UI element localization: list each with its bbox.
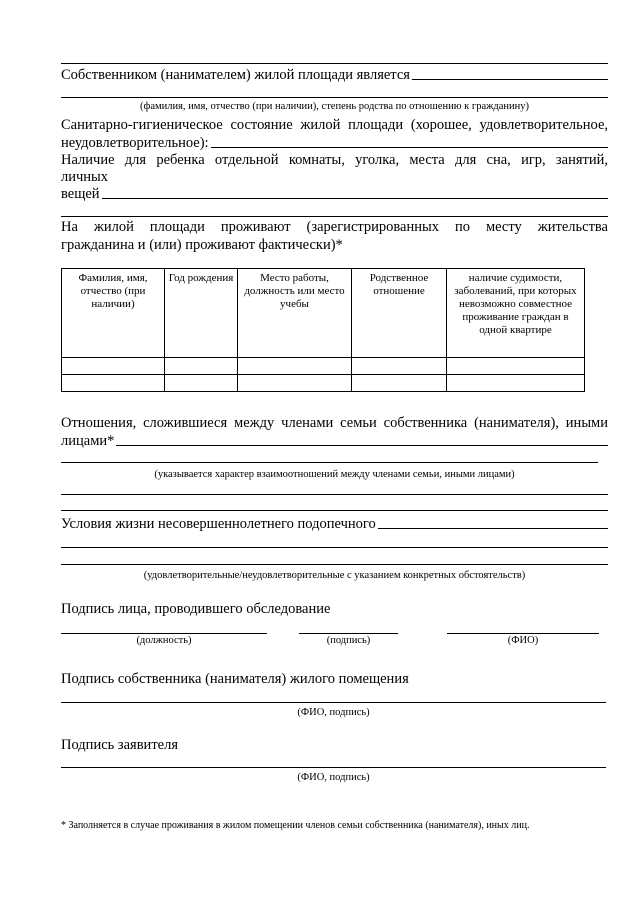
child-row [61,185,608,203]
col-header-birth-year: Год рождения [165,269,238,358]
col-header-name: Фамилия, имя, отчество (при наличии) [62,269,165,358]
relations-blank-line[interactable] [61,494,608,495]
table-cell[interactable] [62,375,165,392]
owner-label: Собственником (нанимателем) жилой площади является [61,67,410,83]
relations-label-1: Отношения, сложившиеся между членами семьи собственника (нанимателя), иными [61,415,608,431]
applicant-signature-line[interactable] [61,767,606,768]
relations-input-line[interactable] [116,444,608,446]
footnote: * Заполняется в случае проживания в жилом помещении членов семьи собственника (нанимателя), иных лиц. [61,820,530,831]
living-blank-line[interactable] [61,564,608,565]
residents-label-2: гражданина и (или) проживают фактически)* [61,237,343,253]
relations-row [61,432,608,450]
living-blank-line[interactable] [61,547,608,548]
child-input-line[interactable] [102,197,608,199]
owner-blank-line[interactable] [61,97,608,98]
table-row [62,358,585,375]
owner-signature-label: Подпись собственника (нанимателя) жилого помещения [61,671,409,687]
owner-caption: (фамилия, имя, отчество (при наличии), степень родства по отношению к гражданину) [140,101,529,112]
col-header-conditions: наличие судимости, заболеваний, при которых невозможно совместное проживание граждан в одной квартире [447,269,585,358]
applicant-signature-caption: (ФИО, подпись) [297,772,370,783]
position-caption: (должность) [136,635,192,646]
table-header-row [62,269,585,358]
child-blank-line[interactable] [61,216,608,217]
residents-table [61,268,585,392]
inspector-signature-label: Подпись лица, проводившего обследование [61,601,331,617]
sanitary-label-2: неудовлетворительное): [61,135,209,151]
relations-blank-line[interactable] [61,462,598,463]
table-cell[interactable] [352,358,447,375]
owner-signature-caption: (ФИО, подпись) [297,707,370,718]
relations-caption: (указывается характер взаимоотношений между членами семьи, иными лицами) [154,469,515,480]
relations-blank-line[interactable] [61,510,608,511]
table-cell[interactable] [447,358,585,375]
sanitary-input-line[interactable] [211,146,608,148]
child-label-3: вещей [61,186,100,202]
table-cell[interactable] [238,358,352,375]
sanitary-label-1: Санитарно-гигиеническое состояние жилой площади (хорошее, удовлетворительное, [61,117,608,133]
table-cell[interactable] [165,358,238,375]
living-row [61,515,608,533]
applicant-signature-label: Подпись заявителя [61,737,178,753]
table-cell[interactable] [447,375,585,392]
child-label-2: личных [61,169,109,185]
sanitary-row [61,134,608,152]
living-label: Условия жизни несовершеннолетнего подопечного [61,516,376,532]
residents-label-1: На жилой площади проживают (зарегистрированных по месту жительства [61,219,608,235]
col-header-workplace: Место работы, должность или место учебы [238,269,352,358]
child-label-1: Наличие для ребенка отдельной комнаты, уголка, места для сна, игр, занятий, [61,152,608,168]
table-cell[interactable] [238,375,352,392]
owner-row [61,66,608,84]
owner-signature-line[interactable] [61,702,606,703]
living-input-line[interactable] [378,527,608,529]
table-cell[interactable] [165,375,238,392]
living-caption: (удовлетворительные/неудовлетворительные с указанием конкретных обстоятельств) [143,570,526,581]
relations-label-2: лицами* [61,433,115,449]
fio-caption: (ФИО) [507,635,539,646]
col-header-relation: Родственное отношение [352,269,447,358]
table-row [62,375,585,392]
table-cell[interactable] [352,375,447,392]
signature-caption: (подпись) [326,635,371,646]
table-cell[interactable] [62,358,165,375]
owner-input-line[interactable] [412,78,608,80]
blank-line [61,63,608,64]
